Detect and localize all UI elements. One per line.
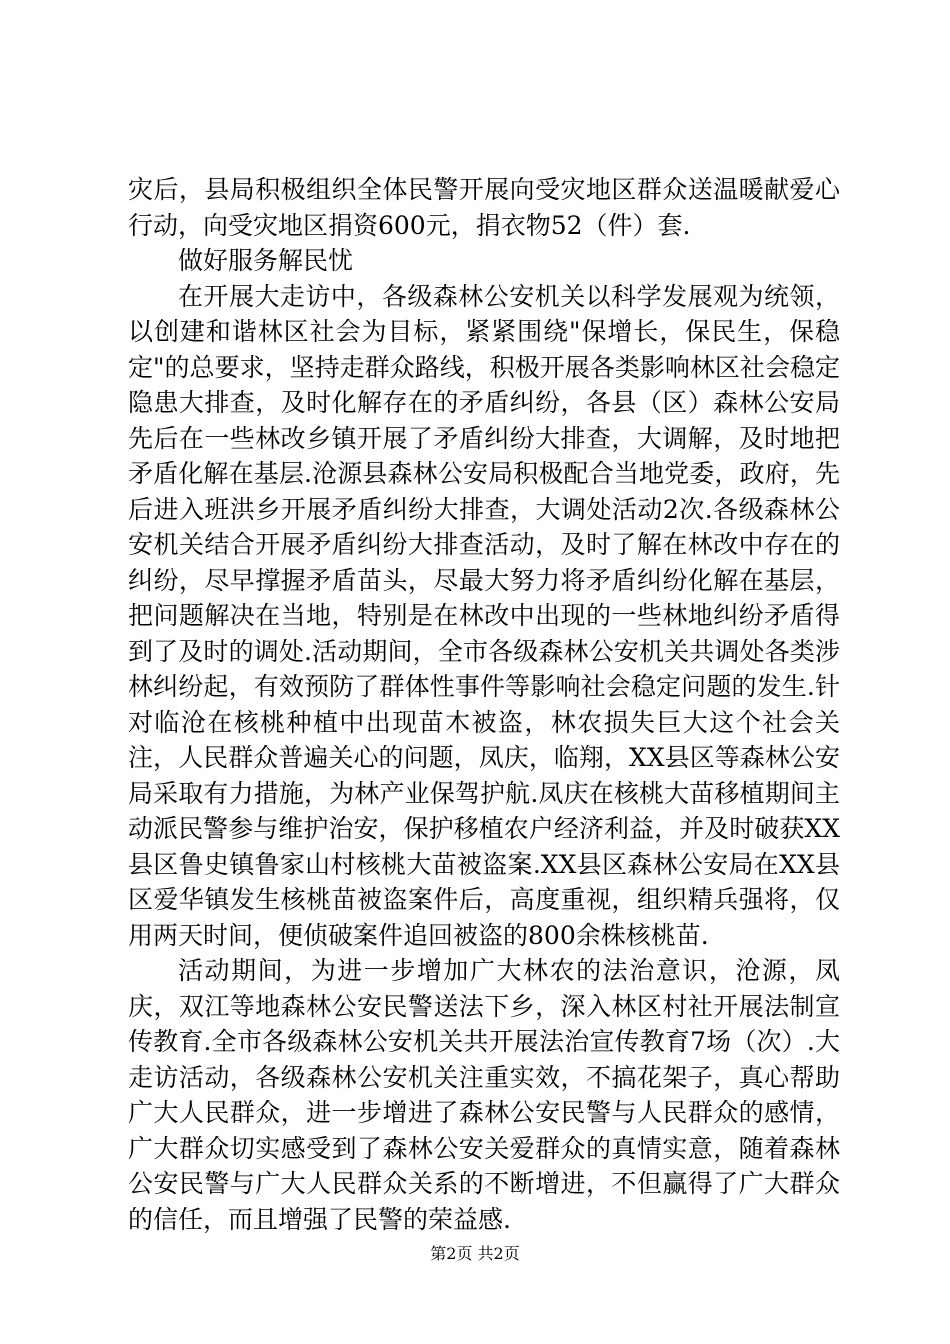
paragraph-continued: 灾后，县局积极组织全体民警开展向受灾地区群众送温暖献爱心行动，向受灾地区捐资600元，捐衣物52（件）套.: [128, 175, 840, 240]
document-body: [128, 172, 840, 1237]
paragraph: 在开展大走访中，各级森林公安机关以科学发展观为统领，以创建和谐林区社会为目标，紧紧围绕"保增长，保民生，保稳定"的总要求，坚持走群众路线，积极开展各类影响林区社会稳定隐患大排查，及时化解存在的矛盾纠纷，各县（区）森林公安局先后在一些林改乡镇开展了矛盾纠纷大排查，大调解，及时地把矛盾化解在基层.沧源县森林公安局积极配合当地党委，政府，先后进入班洪乡开展矛盾纠纷大排查，大调处活动2次.各级森林公安机关结合开展矛盾纠纷大排查活动，及时了解在林改中存在的纠纷，尽早撑握矛盾苗头，尽最大努力将矛盾纠纷化解在基层，把问题解决在当地，特别是在林改中出现的一些林地纠纷矛盾得到了及时的调处.活动期间，全市各级森林公安机关共调处各类涉林纠纷起，有效预防了群体性事件等影响社会稳定问题的发生.针对临沧在核桃种植中出现苗木被盗，林农损失巨大这个社会关注，人民群众普遍关心的问题，凤庆，临翔，XX县区等森林公安局采取有力措施，为林产业保驾护航.凤庆在核桃大苗移植期间主动派民警参与维护治安，保护移植农户经济利益，并及时破获XX县区鲁史镇鲁家山村核桃大苗被盗案.XX县区森林公安局在XX县区爱华镇发生核桃苗被盗案件后，高度重视，组织精兵强将，仅用两天时间，便侦破案件追回被盗的800余株核桃苗.: [128, 281, 840, 950]
page-number-footer: 第2页 共2页: [430, 1244, 520, 1263]
section-heading: 做好服务解民忧: [178, 246, 354, 275]
paragraph: 活动期间，为进一步增加广大林农的法治意识，沧源，凤庆，双江等地森林公安民警送法下乡，深入林区村社开展法制宣传教育.全市各级森林公安机关共开展法治宣传教育7场（次）.大走访活动，各级森林公安机关注重实效，不搞花架子，真心帮助广大人民群众，进一步增进了森林公安民警与人民群众的感情，广大群众切实感受到了森林公安关爱群众的真情实意，随着森林公安民警与广大人民群众关系的不断增进，不但赢得了广大群众的信任，而且增强了民警的荣益感.: [128, 956, 840, 1234]
